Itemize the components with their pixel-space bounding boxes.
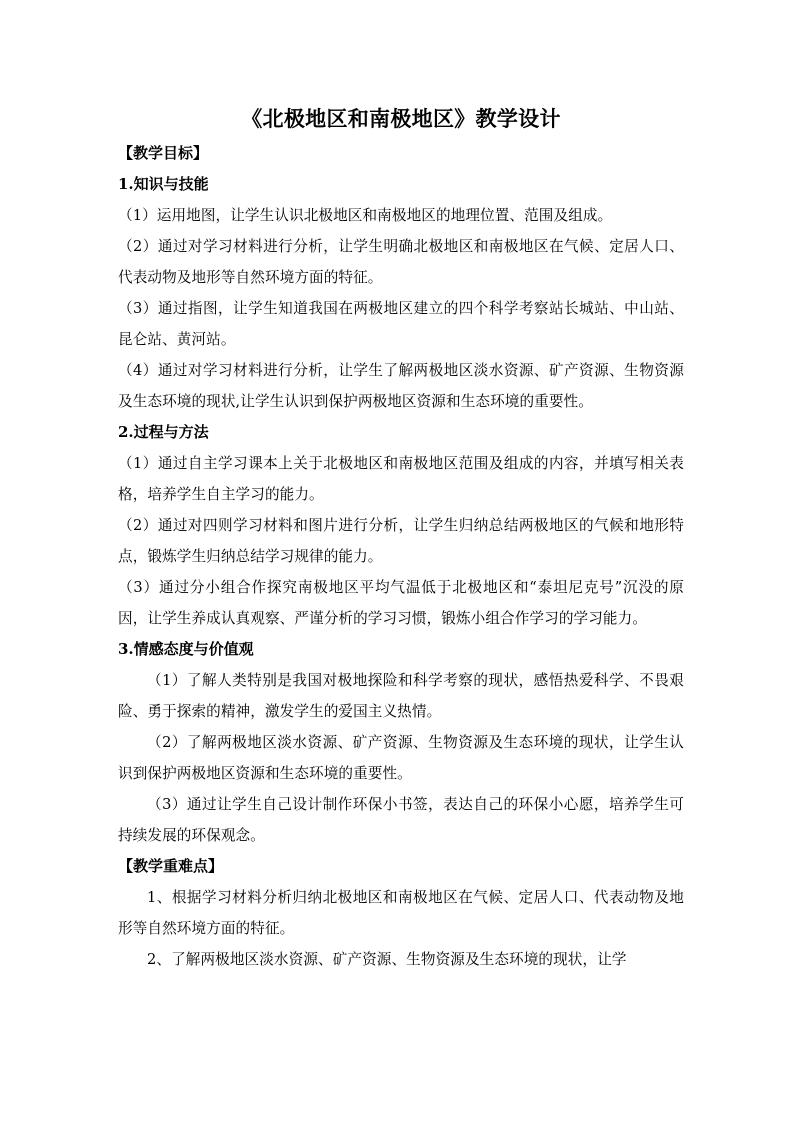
- knowledge-item-3: （3）通过指图，让学生知道我国在两极地区建立的四个科学考察站长城站、中山站、昆仑站、黄河站。: [118, 300, 684, 348]
- process-item-2: （2）通过对四则学习材料和图片进行分析，让学生归纳总结两极地区的气候和地形特点，锻炼学生归纳总结学习规律的能力。: [118, 517, 684, 565]
- attitude-item-1: （1）了解人类特别是我国对极地探险和科学考察的现状，感悟热爱科学、不畏艰险、勇于探索的精神，激发学生的爱国主义热情。: [118, 672, 684, 720]
- key-points-heading: 【教学重难点】: [118, 857, 224, 875]
- process-item-1: （1）通过自主学习课本上关于北极地区和南极地区范围及组成的内容，并填写相关表格，培养学生自主学习的能力。: [118, 455, 684, 503]
- attitude-item-3: （3）通过让学生自己设计制作环保小书签，表达自己的环保小心愿，培养学生可持续发展的环保观念。: [118, 796, 684, 844]
- attitude-values-heading: 3.情感态度与价值观: [118, 640, 254, 658]
- attitude-item-2: （2）了解两极地区淡水资源、矿产资源、生物资源及生态环境的现状，让学生认识到保护两极地区资源和生态环境的重要性。: [118, 734, 684, 782]
- process-methods-heading: 2.过程与方法: [118, 423, 209, 441]
- objectives-heading: 【教学目标】: [118, 144, 209, 162]
- document-content: [118, 100, 684, 975]
- process-item-3: （3）通过分小组合作探究南极地区平均气温低于北极地区和“泰坦尼克号”沉没的原因，让学生养成认真观察、严谨分析的学习习惯，锻炼小组合作学习的学习能力。: [118, 579, 684, 627]
- knowledge-skills-heading: 1.知识与技能: [118, 175, 209, 193]
- knowledge-item-1: （1）运用地图，让学生认识北极地区和南极地区的地理位置、范围及组成。: [118, 207, 613, 224]
- key-point-item-1: 1、根据学习材料分析归纳北极地区和南极地区在气候、定居人口、代表动物及地形等自然环境方面的特征。: [118, 889, 684, 937]
- knowledge-item-2: （2）通过对学习材料进行分析，让学生明确北极地区和南极地区在气候、定居人口、代表动物及地形等自然环境方面的特征。: [118, 238, 684, 286]
- document-title: 《北极地区和南极地区》教学设计: [241, 106, 561, 131]
- key-point-item-2: 2、了解两极地区淡水资源、矿产资源、生物资源及生态环境的现状，让学: [147, 951, 627, 968]
- knowledge-item-4: （4）通过对学习材料进行分析，让学生了解两极地区淡水资源、矿产资源、生物资源及生态环境的现状,让学生认识到保护两极地区资源和生态环境的重要性。: [118, 362, 684, 410]
